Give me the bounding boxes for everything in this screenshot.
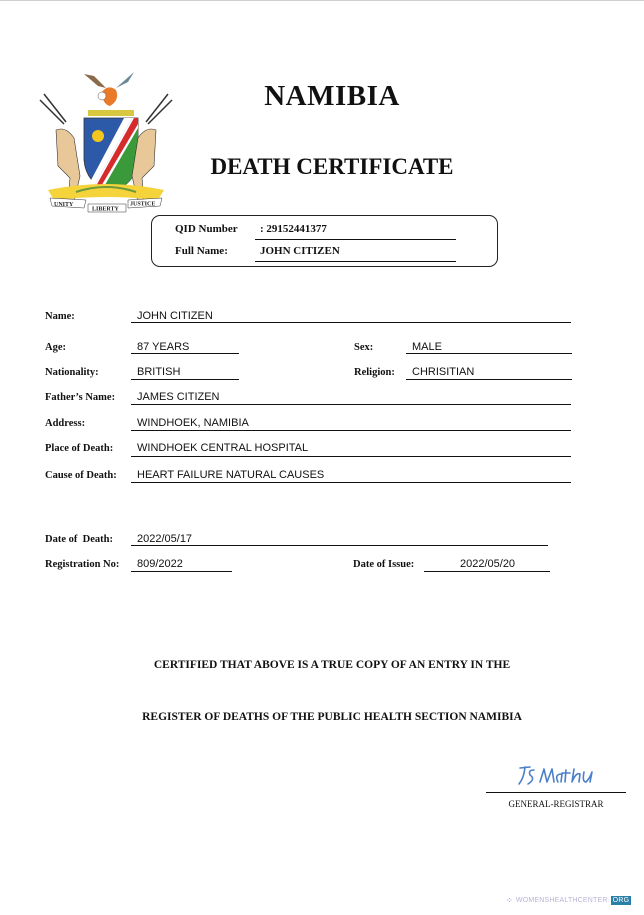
religion-value: CHRISITIAN <box>412 366 475 378</box>
place-of-death-underline <box>131 456 571 457</box>
place-of-death-label: Place of Death: <box>45 443 114 454</box>
registration-no-label: Registration No: <box>45 559 120 570</box>
nationality-label: Nationality: <box>45 367 99 378</box>
name-value: JOHN CITIZEN <box>137 310 213 322</box>
watermark-badge: ORG <box>612 896 630 904</box>
nationality-value: BRITISH <box>137 366 181 378</box>
svg-text:UNITY: UNITY <box>54 202 74 208</box>
dots-logo-icon: ⁘ <box>506 895 513 905</box>
qid-underline <box>255 239 456 240</box>
cause-of-death-label: Cause of Death: <box>45 470 117 481</box>
age-value: 87 YEARS <box>137 341 190 353</box>
religion-label: Religion: <box>354 367 395 378</box>
date-of-issue-label: Date of Issue: <box>353 559 415 570</box>
place-of-death-value: WINDHOEK CENTRAL HOSPITAL <box>137 442 309 454</box>
full-name-underline <box>255 261 456 262</box>
document-title: DEATH CERTIFICATE <box>210 154 454 179</box>
age-label: Age: <box>45 342 66 353</box>
address-label: Address: <box>45 418 86 429</box>
fathers-name-underline <box>131 404 571 405</box>
registrar-signature <box>514 760 604 790</box>
nationality-underline <box>131 379 239 380</box>
sex-underline <box>406 353 572 354</box>
full-name-label: Full Name: <box>175 245 228 257</box>
fathers-name-label: Father’s Name: <box>45 392 116 403</box>
watermark-text: WOMENSHEALTHCENTER <box>515 896 608 904</box>
qid-value: : 29152441377 <box>260 223 327 235</box>
certification-line-2: REGISTER OF DEATHS OF THE PUBLIC HEALTH SECTION NAMIBIA <box>142 711 522 723</box>
registration-no-value: 809/2022 <box>137 558 183 570</box>
country-title: NAMIBIA <box>264 80 400 112</box>
certification-line-1: CERTIFIED THAT ABOVE IS A TRUE COPY OF AN ENTRY IN THE <box>153 659 511 671</box>
address-underline <box>131 430 571 431</box>
date-of-issue-value: 2022/05/20 <box>460 558 516 570</box>
top-border <box>0 0 644 1</box>
signature-line <box>486 792 626 793</box>
svg-text:LIBERTY: LIBERTY <box>92 206 119 213</box>
watermark <box>506 893 631 907</box>
name-label: Name: <box>45 311 75 322</box>
full-name-value: JOHN CITIZEN <box>260 245 340 257</box>
sex-label: Sex: <box>354 342 374 353</box>
fathers-name-value: JAMES CITIZEN <box>137 391 220 403</box>
qid-label: QID Number <box>175 223 238 235</box>
address-value: WINDHOEK, NAMIBIA <box>137 417 249 429</box>
sex-value: MALE <box>412 341 442 353</box>
date-of-death-label: Date of Death: <box>45 534 113 545</box>
registrar-title: GENERAL-REGISTRAR <box>508 799 604 809</box>
date-of-death-underline <box>131 545 548 546</box>
name-underline <box>131 322 571 323</box>
religion-underline <box>406 379 572 380</box>
cause-of-death-underline <box>131 482 571 483</box>
date-of-death-value: 2022/05/17 <box>137 533 193 545</box>
date-of-issue-underline <box>424 571 550 572</box>
cause-of-death-value: HEART FAILURE NATURAL CAUSES <box>137 469 325 481</box>
age-underline <box>131 353 239 354</box>
svg-text:JUSTICE: JUSTICE <box>130 201 156 208</box>
registration-no-underline <box>131 571 232 572</box>
